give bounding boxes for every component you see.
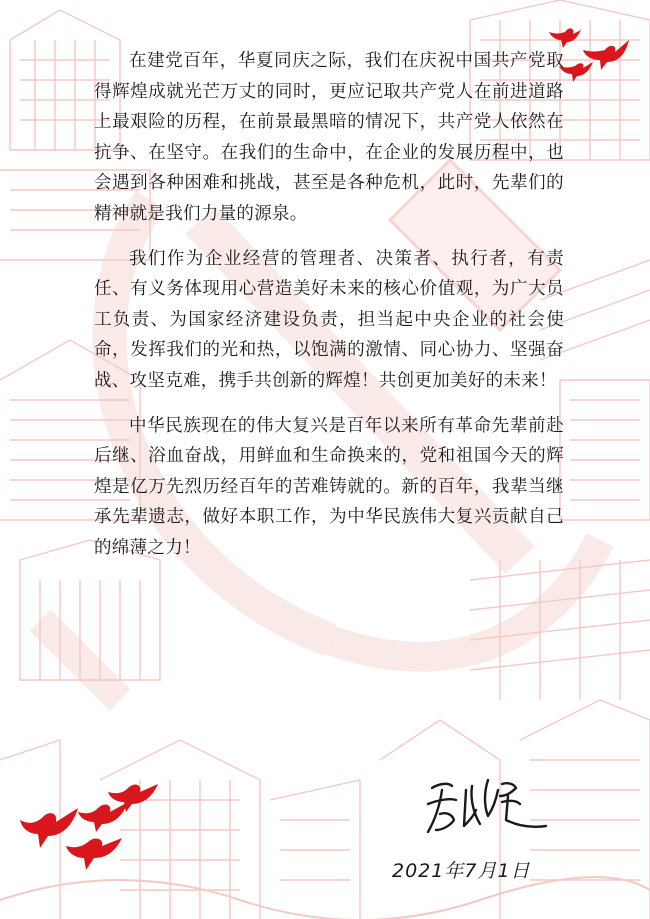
letter-paragraph: 我们作为企业经营的管理者、决策者、执行者，有责任、有义务体现用心营造美好未来的核心价值观，为广大员工负责、为国家经济建设负责，担当起中央企业的社会使命，发挥我们的光和热，以饱满的激情、同心协力、坚强奋战、攻坚克难，携手共创新的辉煌！共创更加美好的未来！ <box>94 248 564 391</box>
handwritten-signature <box>418 770 553 840</box>
letter-body <box>94 46 564 564</box>
letter-date: 2021年7月1日 <box>392 860 531 882</box>
dove-icon <box>78 802 128 832</box>
dove-icon <box>108 784 158 812</box>
letter-paragraph: 在建党百年，华夏同庆之际，我们在庆祝中国共产党取得辉煌成就光芒万丈的同时，更应记取共产党人在前进道路上最艰险的历程，在前景最黑暗的情况下，共产党人依然在抗争、在坚守。在我们的生命中，在企业的发展历程中，也会遇到各种困难和挑战，甚至是各种危机，此时，先辈们的精神就是我们力量的源泉。 <box>94 51 564 224</box>
letter-paragraph: 中华民族现在的伟大复兴是百年以来所有革命先辈前赴后继、浴血奋战，用鲜血和生命换来的，党和祖国今天的辉煌是亿万先烈历经百年的苦难铸就的。新的百年，我辈当继承先辈遗志，做好本职工作，为中华民族伟大复兴贡献自己的绵薄之力！ <box>94 415 564 558</box>
dove-icon <box>559 62 593 82</box>
doves-bottom-left <box>18 778 168 878</box>
dove-icon <box>66 838 122 870</box>
dove-icon <box>20 808 78 848</box>
